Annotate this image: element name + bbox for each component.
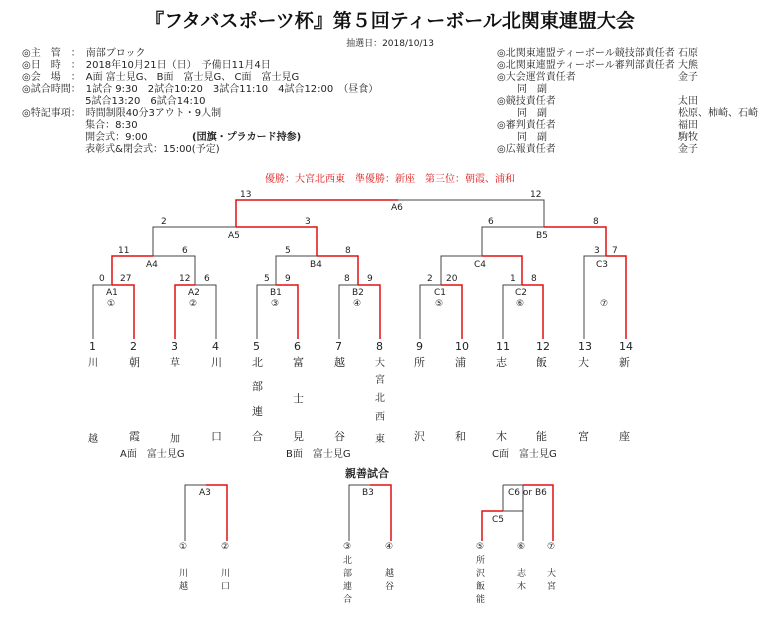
seed-number: 13 xyxy=(578,340,592,353)
team-name-char: 富 xyxy=(293,356,304,369)
team-name-char: 沢 xyxy=(476,569,486,579)
score: 9 xyxy=(285,274,291,284)
game-label: C3 xyxy=(596,260,609,270)
game-number: ⑦ xyxy=(600,299,609,309)
team-name-char: 西 xyxy=(375,412,385,423)
team-name-char: 所 xyxy=(476,556,486,566)
info-line: ◎試合時間： 1試合 9:30 2試合10:20 3試合11:10 4試合12:00 （昼食） xyxy=(22,84,379,95)
game-label: A3 xyxy=(199,488,211,498)
staff-role: ◎大会運営責任者 xyxy=(497,72,576,83)
score: 2 xyxy=(427,274,433,284)
game-label: A4 xyxy=(146,260,158,270)
game-label: C1 xyxy=(434,288,447,298)
game-label: C6 or B6 xyxy=(508,488,547,498)
score: 12 xyxy=(530,190,542,200)
team-name-char: 宮 xyxy=(547,582,557,592)
staff-name: 金子 xyxy=(678,144,698,155)
page-title: 『フタバスポーツ杯』第５回ティーボール北関東連盟大会 xyxy=(145,10,635,32)
winners-summary: 優勝：大宮北西東 準優勝：新座 第三位：朝霞、浦和 xyxy=(265,174,515,185)
staff-name: 大熊 xyxy=(678,60,698,71)
score: 3 xyxy=(594,246,600,256)
staff-name: 駒牧 xyxy=(678,132,698,143)
team-name-char: 木 xyxy=(496,430,507,443)
game-number: ② xyxy=(189,299,198,309)
seed-number: 8 xyxy=(376,340,383,353)
venue-label: A面 富士見G xyxy=(120,449,185,460)
team-name-char: 霞 xyxy=(129,430,140,443)
game-label: A1 xyxy=(106,288,118,298)
game-number: ② xyxy=(221,542,230,552)
staff-role: 同 副 xyxy=(497,132,547,143)
seed-number: 7 xyxy=(335,340,342,353)
team-name-char: 越 xyxy=(88,434,98,445)
score: 8 xyxy=(531,274,537,284)
info-line: 開会式：9:00 xyxy=(22,132,158,143)
game-number: ⑥ xyxy=(516,299,525,309)
score: 27 xyxy=(120,274,132,284)
score: 5 xyxy=(285,246,291,256)
team-name-char: 北 xyxy=(252,356,263,369)
team-name-char: 見 xyxy=(293,430,304,443)
game-label: C4 xyxy=(474,260,487,270)
game-number: ⑤ xyxy=(476,542,485,552)
game-number: ④ xyxy=(353,299,362,309)
game-label: B3 xyxy=(362,488,374,498)
score: 6 xyxy=(488,217,494,227)
team-name-char: 座 xyxy=(619,430,630,443)
team-name-char: 越 xyxy=(179,582,189,592)
info-line: 集合：8:30 xyxy=(22,120,138,131)
score: 5 xyxy=(264,274,270,284)
team-name-char: 口 xyxy=(221,582,231,592)
team-name-char: 越 xyxy=(385,569,395,579)
game-label: B1 xyxy=(270,288,282,298)
team-name-char: 士 xyxy=(293,392,304,405)
info-line: ◎特記事項： 時間制限40分3アウト・9人制 xyxy=(22,108,222,119)
team-name-char: 能 xyxy=(536,430,547,443)
score: 13 xyxy=(240,190,252,200)
staff-name: 松原、柿崎、石崎 xyxy=(678,108,758,119)
score: 12 xyxy=(179,274,191,284)
score: 3 xyxy=(305,217,311,227)
team-name-char: 谷 xyxy=(385,582,395,592)
lottery-date: 抽選日：2018/10/13 xyxy=(346,39,434,49)
team-name-char: 大 xyxy=(578,356,589,369)
team-name-char: 志 xyxy=(496,356,507,369)
seed-number: 14 xyxy=(619,340,633,353)
team-name-char: 谷 xyxy=(334,430,345,443)
team-name-char: 志 xyxy=(517,569,527,579)
game-label: C5 xyxy=(492,515,505,525)
team-name-char: 大 xyxy=(375,358,385,369)
score: 8 xyxy=(344,274,350,284)
game-number: ⑦ xyxy=(547,542,556,552)
score: 9 xyxy=(367,274,373,284)
team-name-char: 合 xyxy=(252,430,263,443)
game-number: ① xyxy=(179,542,188,552)
info-line: ◎主 管 ： 南部ブロック xyxy=(22,48,146,59)
staff-role: ◎広報責任者 xyxy=(497,144,556,155)
game-label: B2 xyxy=(352,288,364,298)
team-name-char: 飯 xyxy=(536,356,547,369)
seed-number: 3 xyxy=(171,340,178,353)
seed-number: 1 xyxy=(89,340,96,353)
team-name-char: 木 xyxy=(517,582,527,592)
team-name-char: 合 xyxy=(343,595,353,605)
team-name-char: 東 xyxy=(375,434,385,445)
team-name-char: 浦 xyxy=(455,356,466,369)
seed-number: 6 xyxy=(294,340,301,353)
seed-number: 5 xyxy=(253,340,260,353)
info-line: ◎日 時 ： 2018年10月21日（日） 予備日11月4日 xyxy=(22,60,271,71)
game-label: B5 xyxy=(536,231,548,241)
team-name-char: 新 xyxy=(619,356,630,369)
seed-number: 4 xyxy=(212,340,219,353)
team-name-char: 部 xyxy=(252,380,263,393)
team-name-char: 川 xyxy=(88,358,98,369)
game-number: ⑥ xyxy=(517,542,526,552)
game-number: ① xyxy=(107,299,116,309)
game-number: ④ xyxy=(385,542,394,552)
score: 1 xyxy=(510,274,516,284)
game-label: B4 xyxy=(310,260,322,270)
score: 6 xyxy=(182,246,188,256)
team-name-char: 連 xyxy=(343,582,353,592)
score: 6 xyxy=(204,274,210,284)
team-name-char: 宮 xyxy=(375,375,385,386)
seed-number: 10 xyxy=(455,340,469,353)
team-name-char: 朝 xyxy=(129,356,140,369)
team-name-char: 大 xyxy=(547,569,557,579)
game-label: A6 xyxy=(391,203,403,213)
team-name-char: 加 xyxy=(170,434,180,445)
info-line: 表彰式&閉会式：15:00(予定) xyxy=(22,144,220,155)
staff-role: 同 副 xyxy=(497,84,547,95)
score: 0 xyxy=(99,274,105,284)
team-name-char: 連 xyxy=(252,405,263,418)
team-name-char: 川 xyxy=(179,569,189,579)
team-name-char: 川 xyxy=(221,569,231,579)
team-name-char: 和 xyxy=(455,430,466,443)
game-number: ③ xyxy=(343,542,352,552)
staff-role: ◎北関東連盟ティーボール競技部責任者 xyxy=(497,48,675,59)
staff-name: 太田 xyxy=(678,96,698,107)
staff-name: 金子 xyxy=(678,72,698,83)
seed-number: 12 xyxy=(536,340,550,353)
team-name-char: 越 xyxy=(334,356,345,369)
score: 2 xyxy=(161,217,167,227)
score: 8 xyxy=(345,246,351,256)
venue-label: B面 富士見G xyxy=(286,449,351,460)
score: 11 xyxy=(118,246,130,256)
staff-role: ◎北関東連盟ティーボール審判部責任者 xyxy=(497,60,675,71)
score: 7 xyxy=(612,246,618,256)
info-line: 5試合13:20 6試合14:10 xyxy=(22,96,206,107)
game-label: A5 xyxy=(228,231,240,241)
team-name-char: 口 xyxy=(211,430,222,443)
staff-role: 同 副 xyxy=(497,108,547,119)
score: 8 xyxy=(593,217,599,227)
game-number: ③ xyxy=(271,299,280,309)
team-name-char: 飯 xyxy=(476,582,486,592)
score: 20 xyxy=(446,274,458,284)
venue-label: C面 富士見G xyxy=(492,449,557,460)
team-name-char: 能 xyxy=(476,595,486,605)
seed-number: 11 xyxy=(496,340,510,353)
team-name-char: 草 xyxy=(170,358,180,369)
staff-name: 石原 xyxy=(678,48,698,59)
staff-role: ◎審判責任者 xyxy=(497,120,556,131)
team-name-char: 宮 xyxy=(578,430,589,443)
game-label: C2 xyxy=(515,288,528,298)
staff-role: ◎競技責任者 xyxy=(497,96,556,107)
team-name-char: 部 xyxy=(343,569,353,579)
team-name-char: 川 xyxy=(211,356,222,369)
staff-name: 福田 xyxy=(678,120,698,131)
friendly-title: 親善試合 xyxy=(345,467,389,480)
seed-number: 2 xyxy=(130,340,137,353)
team-name-char: 北 xyxy=(343,556,353,566)
team-name-char: 所 xyxy=(414,356,425,369)
team-name-char: 北 xyxy=(375,393,385,404)
info-line: ◎会 場 ： A面 富士見G、 B面 富士見G、 C面 富士見G xyxy=(22,72,300,83)
game-label: A2 xyxy=(188,288,200,298)
opening-note: (団旗・プラカード持参) xyxy=(192,132,302,143)
team-name-char: 沢 xyxy=(414,430,425,443)
game-number: ⑤ xyxy=(435,299,444,309)
seed-number: 9 xyxy=(416,340,423,353)
